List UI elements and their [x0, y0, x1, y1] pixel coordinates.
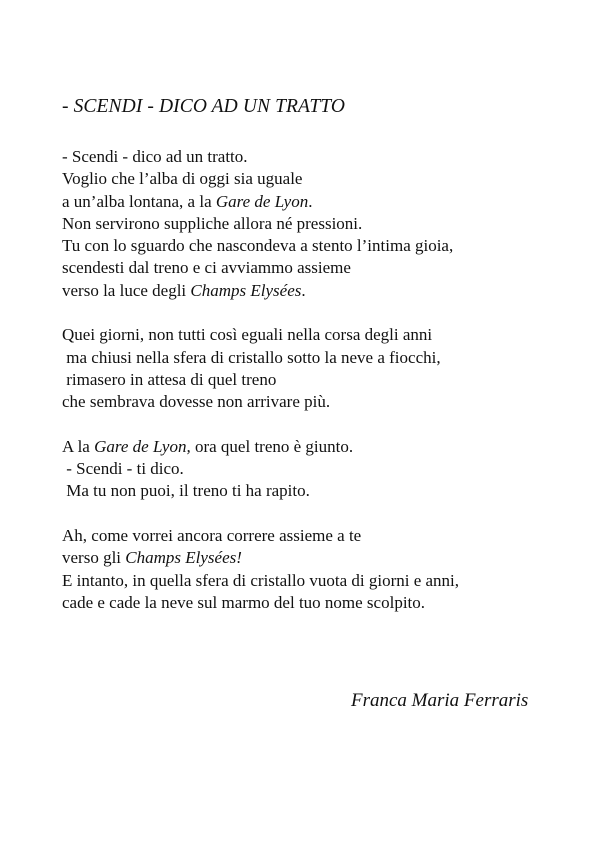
line-text: verso la luce degli [62, 280, 191, 300]
line-text: Tu con lo sguardo che nascondeva a stento l’intima gioia, [62, 236, 454, 256]
line-text: scendesti dal treno e ci avviammo assieme [62, 258, 351, 278]
poem-line [62, 458, 582, 480]
line-text: - Scendi - ti dico. [62, 459, 184, 479]
italic-phrase: Champs Elysées [190, 280, 302, 300]
line-text: verso gli [62, 548, 126, 568]
line-text: ma chiusi nella sfera di cristallo sotto la neve a fiocchi, [62, 347, 441, 367]
line-text: a un’alba lontana, a la [62, 191, 216, 211]
line-text: rimasero in attesa di quel treno [62, 369, 277, 389]
poem-line [62, 525, 582, 547]
poem-stanza [62, 525, 582, 614]
poem-line [62, 592, 582, 614]
line-text: cade e cade la neve sul marmo del tuo nome scolpito. [62, 592, 426, 612]
author-signature: Franca Maria Ferraris [351, 690, 529, 711]
poem-line [62, 436, 582, 458]
poem-line [62, 235, 582, 257]
poem-line [62, 191, 582, 213]
line-text: E intanto, in quella sfera di cristallo vuota di giorni e anni, [62, 570, 460, 590]
poem-line [62, 347, 582, 369]
poem-line [62, 168, 582, 190]
italic-phrase: Gare de Lyon [215, 191, 309, 211]
poem-line [62, 480, 582, 502]
poem-line [62, 391, 582, 413]
line-text: ora quel treno è giunto. [190, 436, 354, 456]
poem-stanza [62, 146, 582, 302]
italic-phrase: Gare de Lyon, [94, 436, 191, 456]
poem-line [62, 213, 582, 235]
poem-title: - SCENDI - DICO AD UN TRATTO [62, 96, 346, 117]
poem-line [62, 324, 582, 346]
line-text: - Scendi - dico ad un tratto. [62, 147, 248, 166]
poem-stanza [62, 436, 582, 503]
italic-phrase: Champs Elysées! [125, 548, 242, 568]
line-text: Ma tu non puoi, il treno ti ha rapito. [62, 481, 310, 501]
line-text: . [301, 280, 306, 300]
line-text: che sembrava dovesse non arrivare più. [62, 392, 331, 412]
poem-line [62, 257, 582, 279]
poem-body [62, 146, 582, 637]
poem-stanza [62, 324, 582, 413]
poem-line [62, 570, 582, 592]
poem-line [62, 369, 582, 391]
poem-line [62, 280, 582, 302]
line-text: Quei giorni, non tutti così eguali nella corsa degli anni [62, 325, 433, 345]
poem-line [62, 146, 582, 168]
poem-line [62, 547, 582, 569]
line-text: A la [62, 436, 95, 456]
line-text: . [308, 191, 313, 211]
line-text: Non servirono suppliche allora né pressioni. [62, 213, 363, 233]
line-text: Ah, come vorrei ancora correre assieme a te [62, 526, 362, 546]
line-text: Voglio che l’alba di oggi sia uguale [62, 169, 303, 189]
